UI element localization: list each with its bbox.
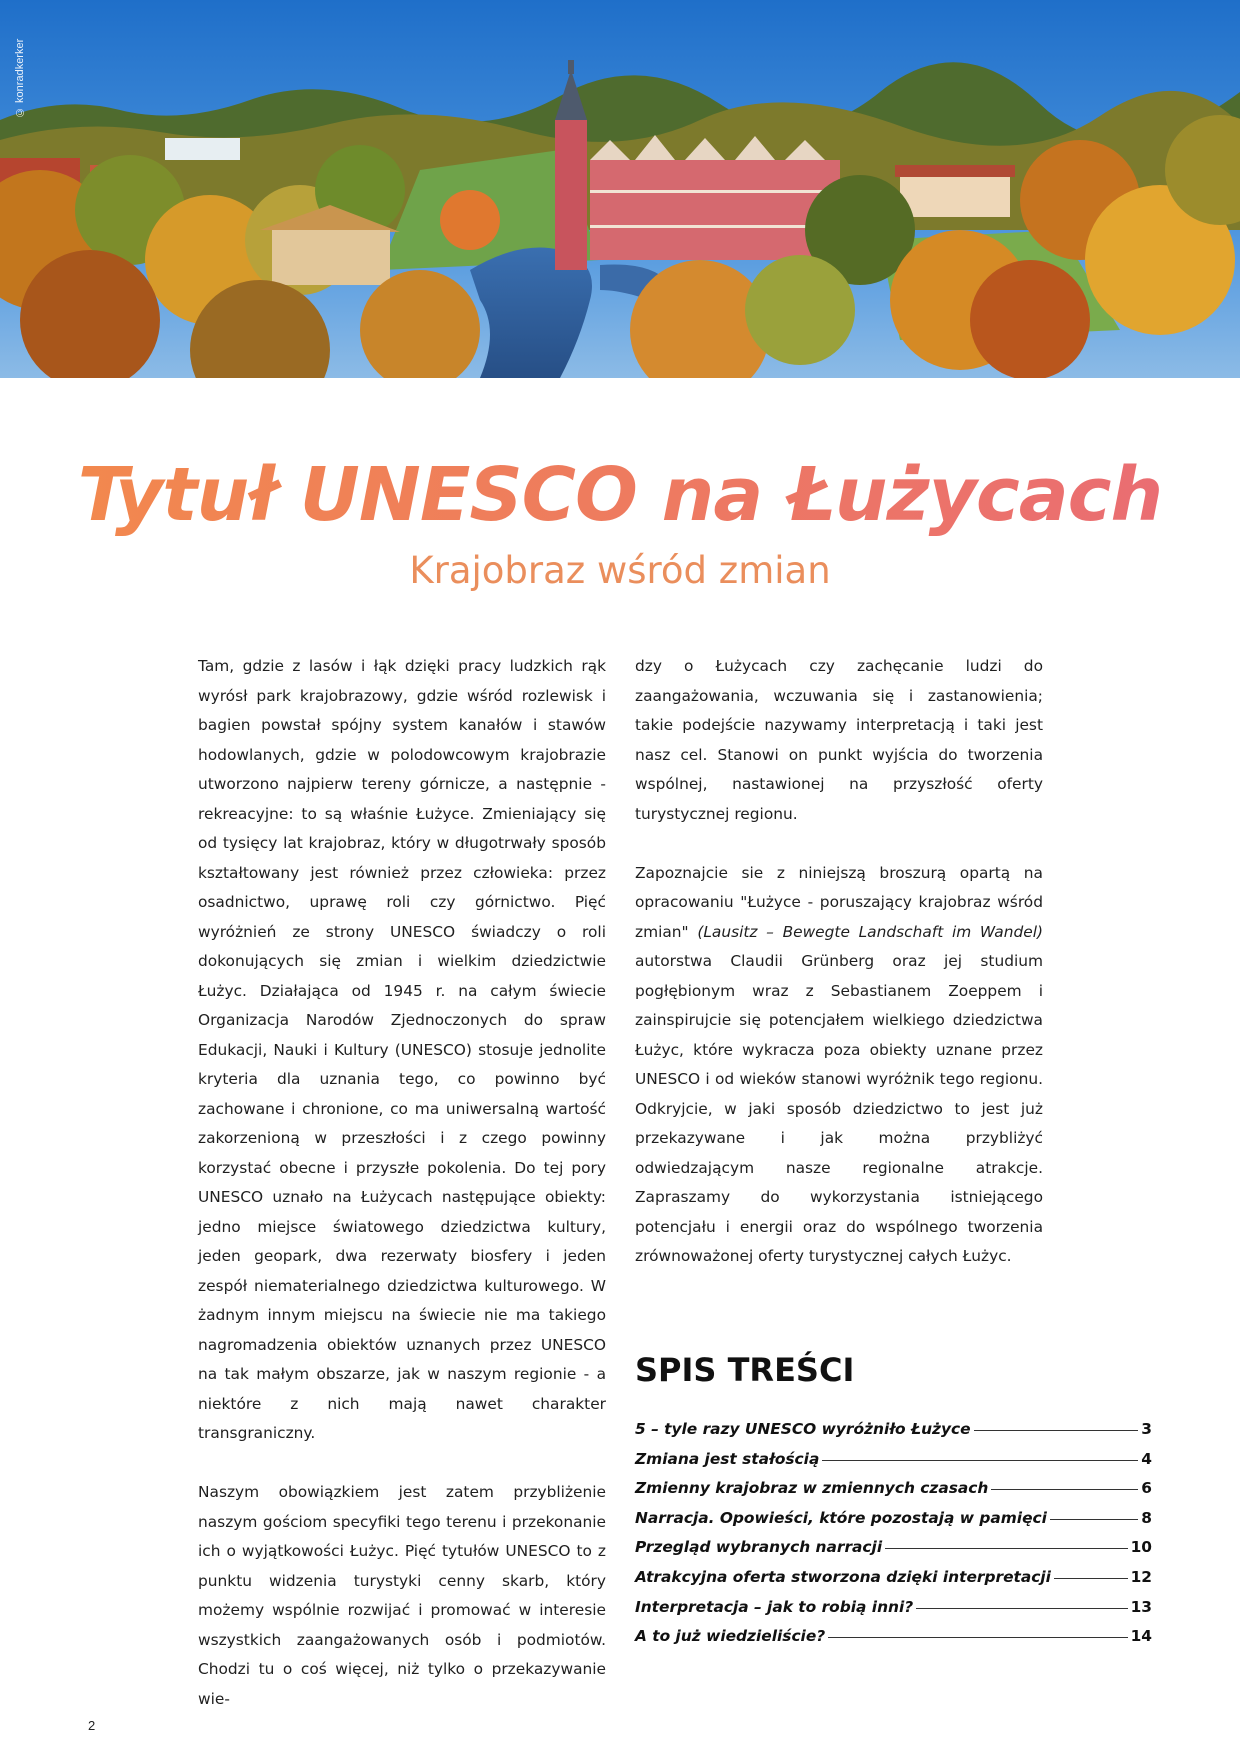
article-left-column <box>198 652 606 1714</box>
paragraph: dzy o Łużycach czy zachęcanie ludzi do zaangażowania, wczuwania się i zastanowienia; takie podejście nazywamy interpretacją i taki jest nasz cel. Stanowi on punkt wyjścia do tworzenia wspólnej, nastawionej na przyszłość oferty turystycznej regionu. <box>635 657 1043 823</box>
article-right-column <box>635 652 1043 1272</box>
paragraph: Naszym obowiązkiem jest zatem przybliżenie naszym gościom specyfiki tego terenu i przekonanie ich o wyjątkowości Łużyc. Pięć tytułów UNESCO to z punktu widzenia turystyki cenny skarb, który możemy wspólnie rozwijać i promować w interesie wszystkich zaangażowanych osób i podmiotów. Chodzi tu o coś więcej, niż tylko o przekazywanie wie- <box>198 1483 606 1708</box>
toc-item[interactable] <box>635 1627 1152 1657</box>
paragraph: Zapoznajcie sie z niniejszą broszurą opartą na opracowaniu "Łużyce - poruszający krajobraz wśród zmian" (Lausitz – Bewegte Landschaft im Wandel) autorstwa Claudii Grünberg oraz jej studium pogłębionym wraz z Sebastianem Zoeppem i zainspirujcie się potencjałem wielkiego dziedzictwa Łużyc, które wykracza poza obiekty uznane przez UNESCO i od wieków stanowi wyróżnik tego regionu. Odkryjcie, w jaki sposób dziedzictwo to jest już przekazywane i jak można przybliżyć odwiedzającym nasze regionalne atrakcje. Zapraszamy do wykorzystania istniejącego potencjału i energii oraz do wspólnego tworzenia zrównoważonej oferty turystycznej całych Łużyc. <box>635 863 1043 1265</box>
page-number: 2 <box>88 1718 96 1733</box>
toc-item-title: Zmiana jest stałością <box>635 1449 820 1468</box>
toc-item-title: A to już wiedzieliście? <box>635 1627 826 1646</box>
toc-item[interactable] <box>635 1598 1152 1628</box>
toc-item-page: 10 <box>1130 1538 1152 1557</box>
toc-item[interactable] <box>635 1450 1152 1480</box>
toc-leader <box>916 1608 1127 1609</box>
toc-item[interactable] <box>635 1479 1152 1509</box>
toc-item-title: 5 – tyle razy UNESCO wyróżniło Łużyce <box>635 1420 971 1438</box>
toc-item-page: 8 <box>1141 1508 1152 1527</box>
hero-photo <box>0 0 1240 378</box>
toc-item-page: 14 <box>1130 1627 1152 1646</box>
toc-item-title: Zmienny krajobraz w zmiennych czasach <box>635 1479 989 1498</box>
toc-item-title: Narracja. Opowieści, które pozostają w pamięci <box>635 1508 1047 1527</box>
table-of-contents <box>635 1420 1152 1657</box>
toc-leader <box>1050 1519 1138 1520</box>
toc-item-page: 3 <box>1141 1420 1152 1438</box>
toc-leader <box>991 1489 1138 1490</box>
toc-item[interactable] <box>635 1568 1152 1598</box>
toc-item-page: 6 <box>1141 1479 1152 1498</box>
photo-credit: © konradkerker <box>14 38 26 118</box>
toc-leader <box>885 1548 1127 1549</box>
toc-item[interactable] <box>635 1538 1152 1568</box>
toc-item[interactable] <box>635 1509 1152 1539</box>
toc-item-page: 4 <box>1141 1449 1152 1468</box>
toc-item-title: Przegląd wybranych narracji <box>635 1538 883 1557</box>
toc-item-title: Interpretacja – jak to robią inni? <box>635 1597 914 1616</box>
toc-item[interactable] <box>635 1420 1152 1450</box>
toc-leader <box>828 1637 1127 1638</box>
toc-leader <box>974 1430 1139 1431</box>
toc-leader <box>822 1460 1138 1461</box>
page-title: Tytuł UNESCO na Łużycach <box>77 452 1163 538</box>
page-subtitle: Krajobraz wśród zmian <box>409 549 831 592</box>
toc-item-title: Atrakcyjna oferta stworzona dzięki interpretacji <box>635 1567 1051 1586</box>
paragraph: Tam, gdzie z lasów i łąk dzięki pracy ludzkich rąk wyrósł park krajobrazowy, gdzie wśród rozlewisk i bagien powstał spójny system kanałów i stawów hodowlanych, gdzie w polodowcowym krajobrazie utworzono najpierw tereny górnicze, a następnie - rekreacyjne: to są właśnie Łużyce. Zmieniający się od tysięcy lat krajobraz, który w długotrwały sposób kształtowany jest również przez człowieka: przez osadnictwo, uprawę roli czy górnictwo. Pięć wyróżnień ze strony UNESCO świadczy o roli dokonujących się zmian i wielkim dziedzictwie Łużyc. Działająca od 1945 r. na całym świecie Organizacja Narodów Zjednoczonych do spraw Edukacji, Nauki i Kultury (UNESCO) stosuje jednolite kryteria dla uznania tego, co powinno być zachowane i chronione, co ma uniwersalną wartość zakorzenioną w przeszłości i z czego powinny korzystać obecne i przyszłe pokolenia. Do tej pory UNESCO uznało na Łużycach następujące obiekty: jedno miejsce światowego dziedzictwa kultury, jeden geopark, dwa rezerwaty biosfery i jeden zespół niematerialnego dziedzictwa kulturowego. W żadnym innym miejscu na świecie nie ma takiego nagromadzenia obiektów uznanych przez UNESCO na tak małym obszarze, jak w naszym regionie - a niektóre z nich mają nawet charakter transgraniczny. <box>198 657 606 1442</box>
castle-park-photo <box>0 0 1240 378</box>
toc-leader <box>1054 1578 1128 1579</box>
toc-heading: SPIS TREŚCI <box>635 1351 855 1389</box>
toc-item-page: 13 <box>1130 1597 1152 1616</box>
toc-item-page: 12 <box>1130 1567 1152 1586</box>
